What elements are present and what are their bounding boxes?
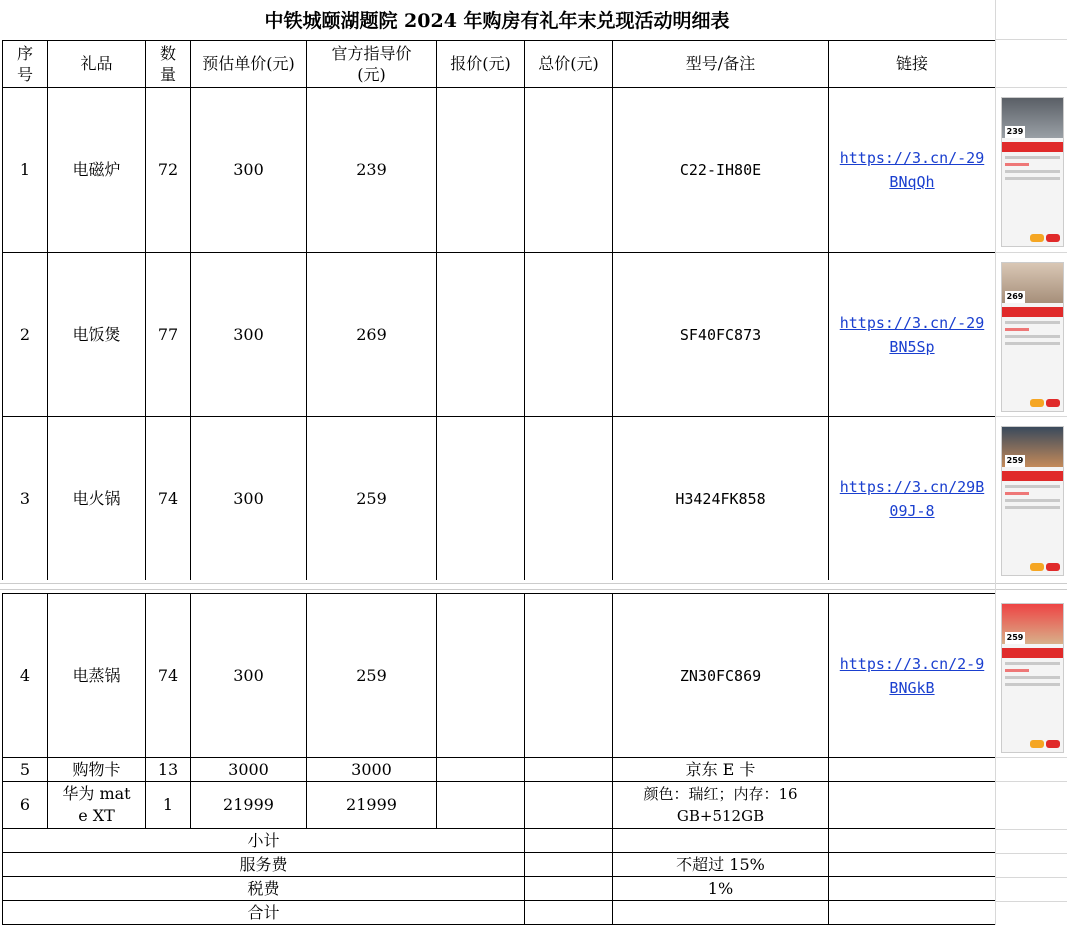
cell-quote[interactable] [437,594,525,758]
product-image-induction-cooker[interactable] [1001,97,1064,247]
cell-est-price: 3000 [191,758,307,782]
cell-quote[interactable] [437,417,525,581]
header-total: 总价(元) [525,41,613,88]
cell-link[interactable] [829,782,996,829]
cell-seq: 4 [3,594,48,758]
cell-total[interactable] [525,88,613,253]
header-gift: 礼品 [48,41,146,88]
table-row [3,253,996,417]
thumb-price: 269 [1006,292,1024,301]
cell-gift: 华为 mate XT [48,782,146,829]
cell-official-price: 21999 [307,782,437,829]
header-seq: 序号 [3,41,48,88]
sheet-title: 中铁城颐湖题院 2024 年购房有礼年末兑现活动明细表 [264,9,730,32]
table-row [3,417,996,581]
cell-total[interactable] [525,417,613,581]
header-est-price: 预估单价(元) [191,41,307,88]
cell-est-price: 300 [191,253,307,417]
cell-qty: 74 [146,594,191,758]
table-row [3,782,996,829]
product-link[interactable]: https://3.cn/-29BN5Sp [839,313,985,356]
table-row [3,594,996,758]
product-image-steamer[interactable] [1001,603,1064,753]
summary-row [3,829,996,853]
cell-total[interactable] [525,253,613,417]
cell-official-price: 259 [307,594,437,758]
cell-qty: 74 [146,417,191,581]
cell-link [829,88,996,253]
cell-qty: 77 [146,253,191,417]
summary-link[interactable] [829,829,996,853]
cell-official-price: 3000 [307,758,437,782]
cell-est-price: 300 [191,417,307,581]
cell-gift: 电蒸锅 [48,594,146,758]
cell-model: H3424FK858 [613,417,829,581]
header-official-price: 官方指导价(元) [307,41,437,88]
cell-quote[interactable] [437,758,525,782]
cell-official-price: 269 [307,253,437,417]
cell-total[interactable] [525,758,613,782]
product-image-rice-cooker[interactable] [1001,262,1064,412]
pane-divider [0,580,1067,593]
summary-note: 不超过 15% [613,853,829,877]
summary-note [613,901,829,925]
product-link[interactable]: https://3.cn/29B09J-8 [839,477,985,520]
cell-model: SF40FC873 [613,253,829,417]
header-row [3,41,996,88]
header-model: 型号/备注 [613,41,829,88]
thumb-price: 259 [1006,633,1024,642]
cell-model: 京东 E 卡 [613,758,829,782]
cell-gift: 购物卡 [48,758,146,782]
cell-total[interactable] [525,782,613,829]
header-qty: 数量 [146,41,191,88]
cell-qty: 1 [146,782,191,829]
cell-seq: 1 [3,88,48,253]
detail-table-top [2,40,996,581]
summary-row [3,853,996,877]
cell-model: 颜色：瑞红；内存：16GB+512GB [613,782,829,829]
summary-total[interactable] [525,853,613,877]
product-link[interactable]: https://3.cn/2-9BNGkB [839,654,985,697]
thumb-price: 259 [1006,456,1024,465]
cell-quote[interactable] [437,88,525,253]
product-image-hot-pot[interactable] [1001,426,1064,576]
cell-model: ZN30FC869 [613,594,829,758]
summary-link[interactable] [829,853,996,877]
product-link[interactable]: https://3.cn/-29BNqQh [839,149,985,191]
cell-link[interactable] [829,758,996,782]
cell-link [829,253,996,417]
summary-total[interactable] [525,829,613,853]
cell-official-price: 239 [307,88,437,253]
summary-row [3,877,996,901]
cell-gift: 电火锅 [48,417,146,581]
cell-est-price: 300 [191,594,307,758]
cell-est-price: 300 [191,88,307,253]
summary-link[interactable] [829,877,996,901]
cell-gift: 电饭煲 [48,253,146,417]
summary-label: 税费 [3,877,525,901]
summary-label: 服务费 [3,853,525,877]
cell-seq: 3 [3,417,48,581]
header-link: 链接 [829,41,996,88]
cell-total[interactable] [525,594,613,758]
summary-total[interactable] [525,901,613,925]
summary-row [3,901,996,925]
summary-link[interactable] [829,901,996,925]
cell-seq: 5 [3,758,48,782]
cell-link [829,594,996,758]
summary-label: 合计 [3,901,525,925]
summary-label: 小计 [3,829,525,853]
summary-total[interactable] [525,877,613,901]
thumb-price: 239 [1006,127,1024,136]
cell-gift: 电磁炉 [48,88,146,253]
cell-model: C22-IH80E [613,88,829,253]
detail-table-bottom [2,593,996,925]
cell-quote[interactable] [437,253,525,417]
cell-quote[interactable] [437,782,525,829]
summary-note [613,829,829,853]
table-row [3,88,996,253]
cell-seq: 6 [3,782,48,829]
cell-link [829,417,996,581]
summary-note: 1% [613,877,829,901]
cell-seq: 2 [3,253,48,417]
header-quote: 报价(元) [437,41,525,88]
cell-official-price: 259 [307,417,437,581]
cell-est-price: 21999 [191,782,307,829]
cell-qty: 72 [146,88,191,253]
table-row [3,758,996,782]
cell-qty: 13 [146,758,191,782]
